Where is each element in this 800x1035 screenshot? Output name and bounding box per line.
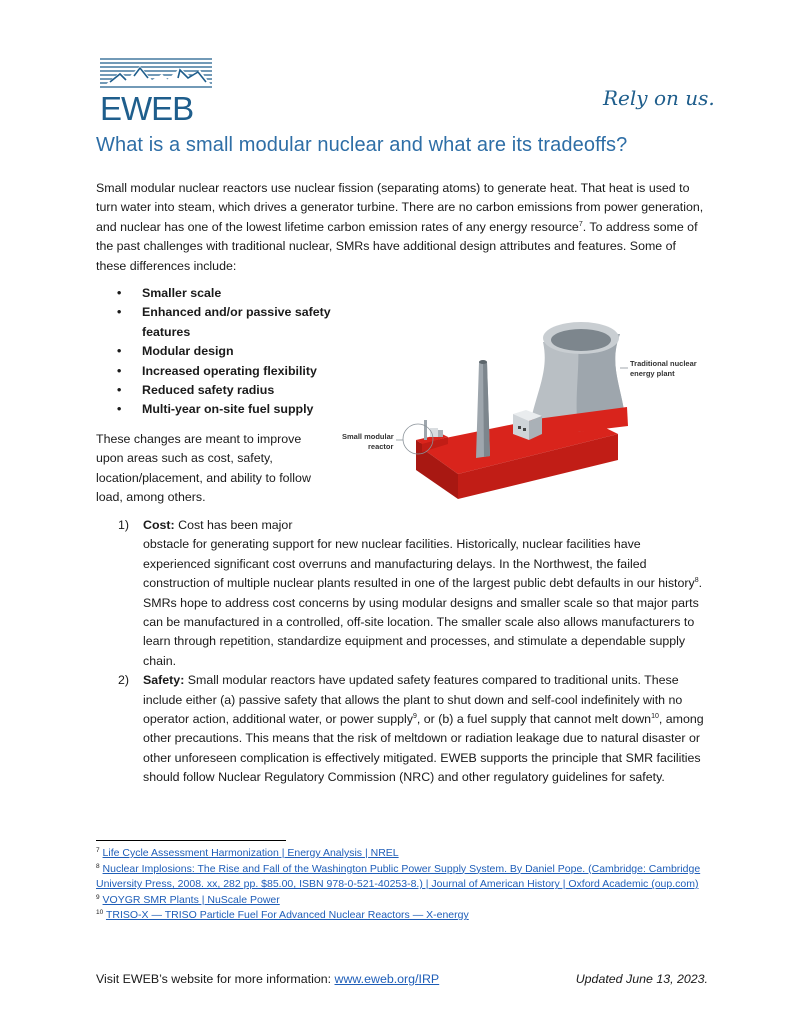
list-item-safety: 2) Safety: Small modular reactors have updated safety features compared to traditional units. These include either (a) passive safety that allows the plant to shut down and self-cool indefinitely with no operator action, additional water, or power supply$^9$, or (b) a fuel supply that cannot melt down$^{10}$, among other precautions. This means that the risk of meltdown or radiation leakage due to natural disaster or other unforeseen complication is effectively mitigated. EWEB supports the principle that SMR facilities should follow Nuclear Regulatory Commission (NRC) and other regulatory guidelines for safety. [118, 673, 704, 785]
page-title: What is a small modular nuclear and what are its tradeoffs? [96, 134, 628, 156]
footnote-7: $^7$ Life Cycle Assessment Harmonization | Energy Analysis | NREL [96, 847, 399, 859]
footnote-ref: 9 [413, 713, 417, 721]
footnote-ref: 8 [694, 577, 699, 585]
logo-wordmark: EWEB [100, 90, 194, 127]
svg-text:reactor: reactor [368, 442, 394, 451]
page-footer [96, 972, 708, 986]
list-item: • Modular design [96, 342, 336, 361]
footnote-link[interactable]: Nuclear Implosions: The Rise and Fall of the Washington Public Power Supply System. By Daniel Pope. (Cambridge: Cambridge University Press, 2008. xx, 282 pp. $85.00, ISBN 978-0-521-40253-8.) | Journal of American History | Oxford Academic (oup.com) [96, 862, 701, 891]
list-item-cost: 1) Cost: Cost has been major obstacle for generating support for new nuclear facilities. Historically, nuclear facilities have experienced significant cost overruns and manufacturing delays. In the Northwest, the failed construction of multiple nuclear plants resulted in one of the largest public debt defaults in our history$^8$. SMRs hope to address cost concerns by using modular designs and smaller scale so that major parts can be manufactured in a controlled, off-site location. The smaller scale also allows manufacturers to learn through repetition, standardize equipment and processes, and stimulate a dependable supply chain. [118, 518, 703, 668]
numbered-list [96, 516, 710, 788]
footnote-10: $^{10}$ TRISO-X — TRISO Particle Fuel For Advanced Nuclear Reactors — X-energy [96, 909, 469, 922]
list-item: • Multi-year on-site fuel supply [96, 400, 336, 419]
footnote-link[interactable]: TRISO-X — TRISO Particle Fuel For Advanced Nuclear Reactors — X-energy [105, 909, 469, 922]
list-item: • Reduced safety radius [96, 381, 336, 400]
tagline: Rely on us. [603, 86, 715, 110]
footnote-ref: 10 [651, 713, 659, 721]
nuclear-plant-illustration [338, 294, 713, 512]
footnotes [96, 846, 710, 924]
intro-paragraph: Small modular nuclear reactors use nuclear fission (separating atoms) to generate heat. That heat is used to turn water into steam, which drives a generator turbine. There are no carbon emissions from power generation, and nuclear has one of the lowest lifetime carbon emission rates of any energy resource$^7$. To address some of the past challenges with traditional nuclear, SMRs have additional design attributes and features. Some of these differences include: [96, 181, 704, 273]
list-item: • Enhanced and/or passive safety features [96, 303, 336, 342]
updated-date: Updated June 13, 2023. [575, 972, 708, 986]
footnote-link[interactable]: VOYGR SMR Plants | NuScale Power [102, 893, 280, 906]
list-item: • Smaller scale [96, 284, 336, 303]
eweb-logo [100, 56, 212, 128]
footnote-ref: 7 [578, 220, 583, 228]
list-item: • Increased operating flexibility [96, 362, 336, 381]
changes-paragraph: These changes are meant to improve upon areas such as cost, safety, location/placement, and ability to follow load, among others. [96, 432, 311, 505]
svg-text:energy plant: energy plant [630, 369, 675, 378]
feature-list [96, 284, 336, 420]
website-link[interactable]: www.eweb.org/IRP [334, 972, 440, 986]
footnote-8: $^8$ Nuclear Implosions: The Rise and Fall of the Washington Public Power Supply System. By Daniel Pope. (Cambridge: Cambridge University Press, 2008. xx, 282 pp. $85.00, ISBN 978-0-521-40253-8.) | Journal of American History | Oxford Academic (oup.com) [96, 862, 701, 891]
footnote-9: $^9$ VOYGR SMR Plants | NuScale Power [96, 893, 280, 906]
footer-visit-text: Visit EWEB’s website for more information: [96, 972, 335, 986]
label-traditional: Traditional nuclear [630, 359, 697, 368]
footnote-divider [96, 840, 286, 841]
footnote-link[interactable]: Life Cycle Assessment Harmonization | Energy Analysis | NREL [102, 847, 399, 859]
mountain-logo-graphic [100, 56, 212, 92]
label-smr: Small modular [342, 432, 394, 441]
